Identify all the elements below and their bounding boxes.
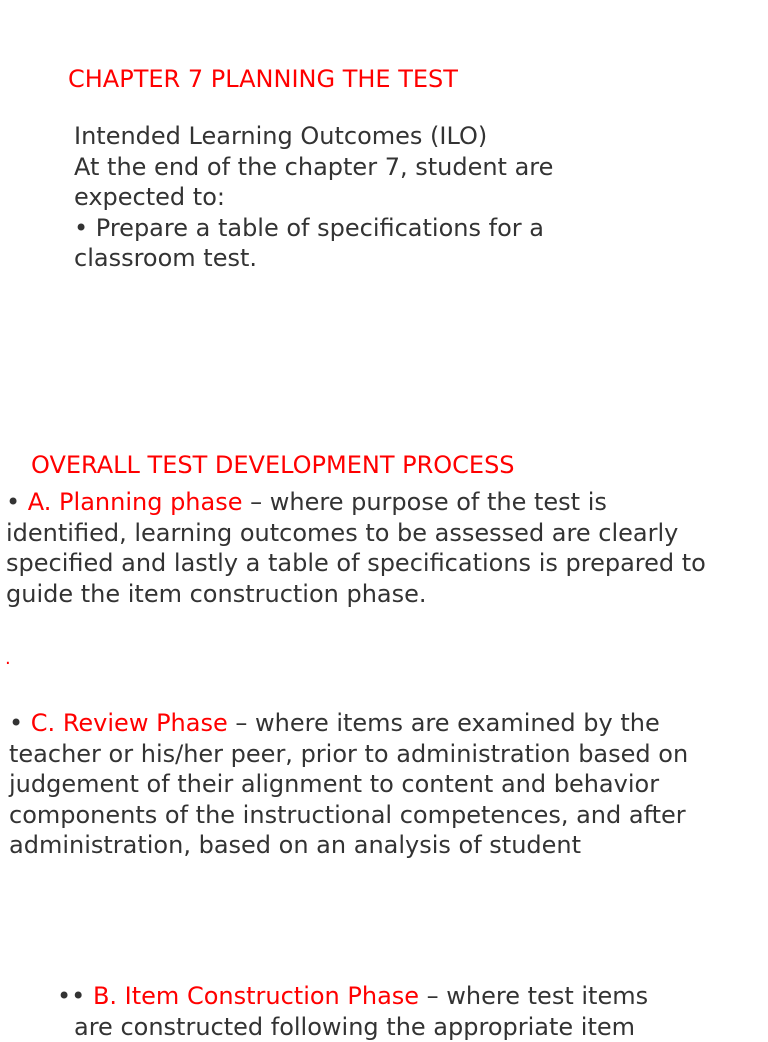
ilo-section [74,121,553,274]
bullet: • [6,488,28,516]
review-phase-paragraph [9,708,688,861]
overall-process-heading: OVERALL TEST DEVELOPMENT PROCESS [31,451,515,479]
ilo-intro-line: At the end of the chapter 7, student are [74,152,554,181]
review-phase-text: – where items are examined by the [227,709,660,737]
ilo-bullet-line: classroom test. [74,244,258,273]
planning-text-line: identified, learning outcomes to be assessed are clearly [6,518,679,547]
ilo-intro-line: expected to: [74,183,225,212]
review-first-line [9,708,688,739]
review-text-line: teacher or his/her peer, prior to administration based on [9,739,689,768]
planning-phase-text: – where purpose of the test is [242,488,607,516]
planning-phase-paragraph [6,487,706,609]
item-construction-label: B. Item Construction Phase [92,982,420,1010]
planning-first-line [6,487,706,518]
review-phase-label: C. Review Phase [30,709,228,737]
item-construction-text: – where test items [419,982,649,1010]
item-construction-paragraph [57,981,648,1042]
bullet: • [9,709,31,737]
item-construction-first-line [57,981,648,1012]
review-text-line: administration, based on an analysis of student [9,831,582,860]
chapter-title: CHAPTER 7 PLANNING THE TEST [68,65,458,93]
review-text-line: judgement of their alignment to content and behavior [9,770,660,799]
review-text-line: components of the instructional competences, and after [9,800,686,829]
item-construction-text-line: are constructed following the appropriate item [74,1012,635,1041]
planning-text-line: specified and lastly a table of specifications is prepared to [6,549,706,578]
ilo-heading: Intended Learning Outcomes (ILO) [74,122,488,150]
planning-text-line: guide the item construction phase. [6,579,427,608]
planning-phase-label: A. Planning phase [27,488,243,516]
ilo-bullet-line: • Prepare a table of specifications for a [74,213,544,242]
bullet: •• [57,982,93,1010]
red-dot: . [5,648,11,669]
